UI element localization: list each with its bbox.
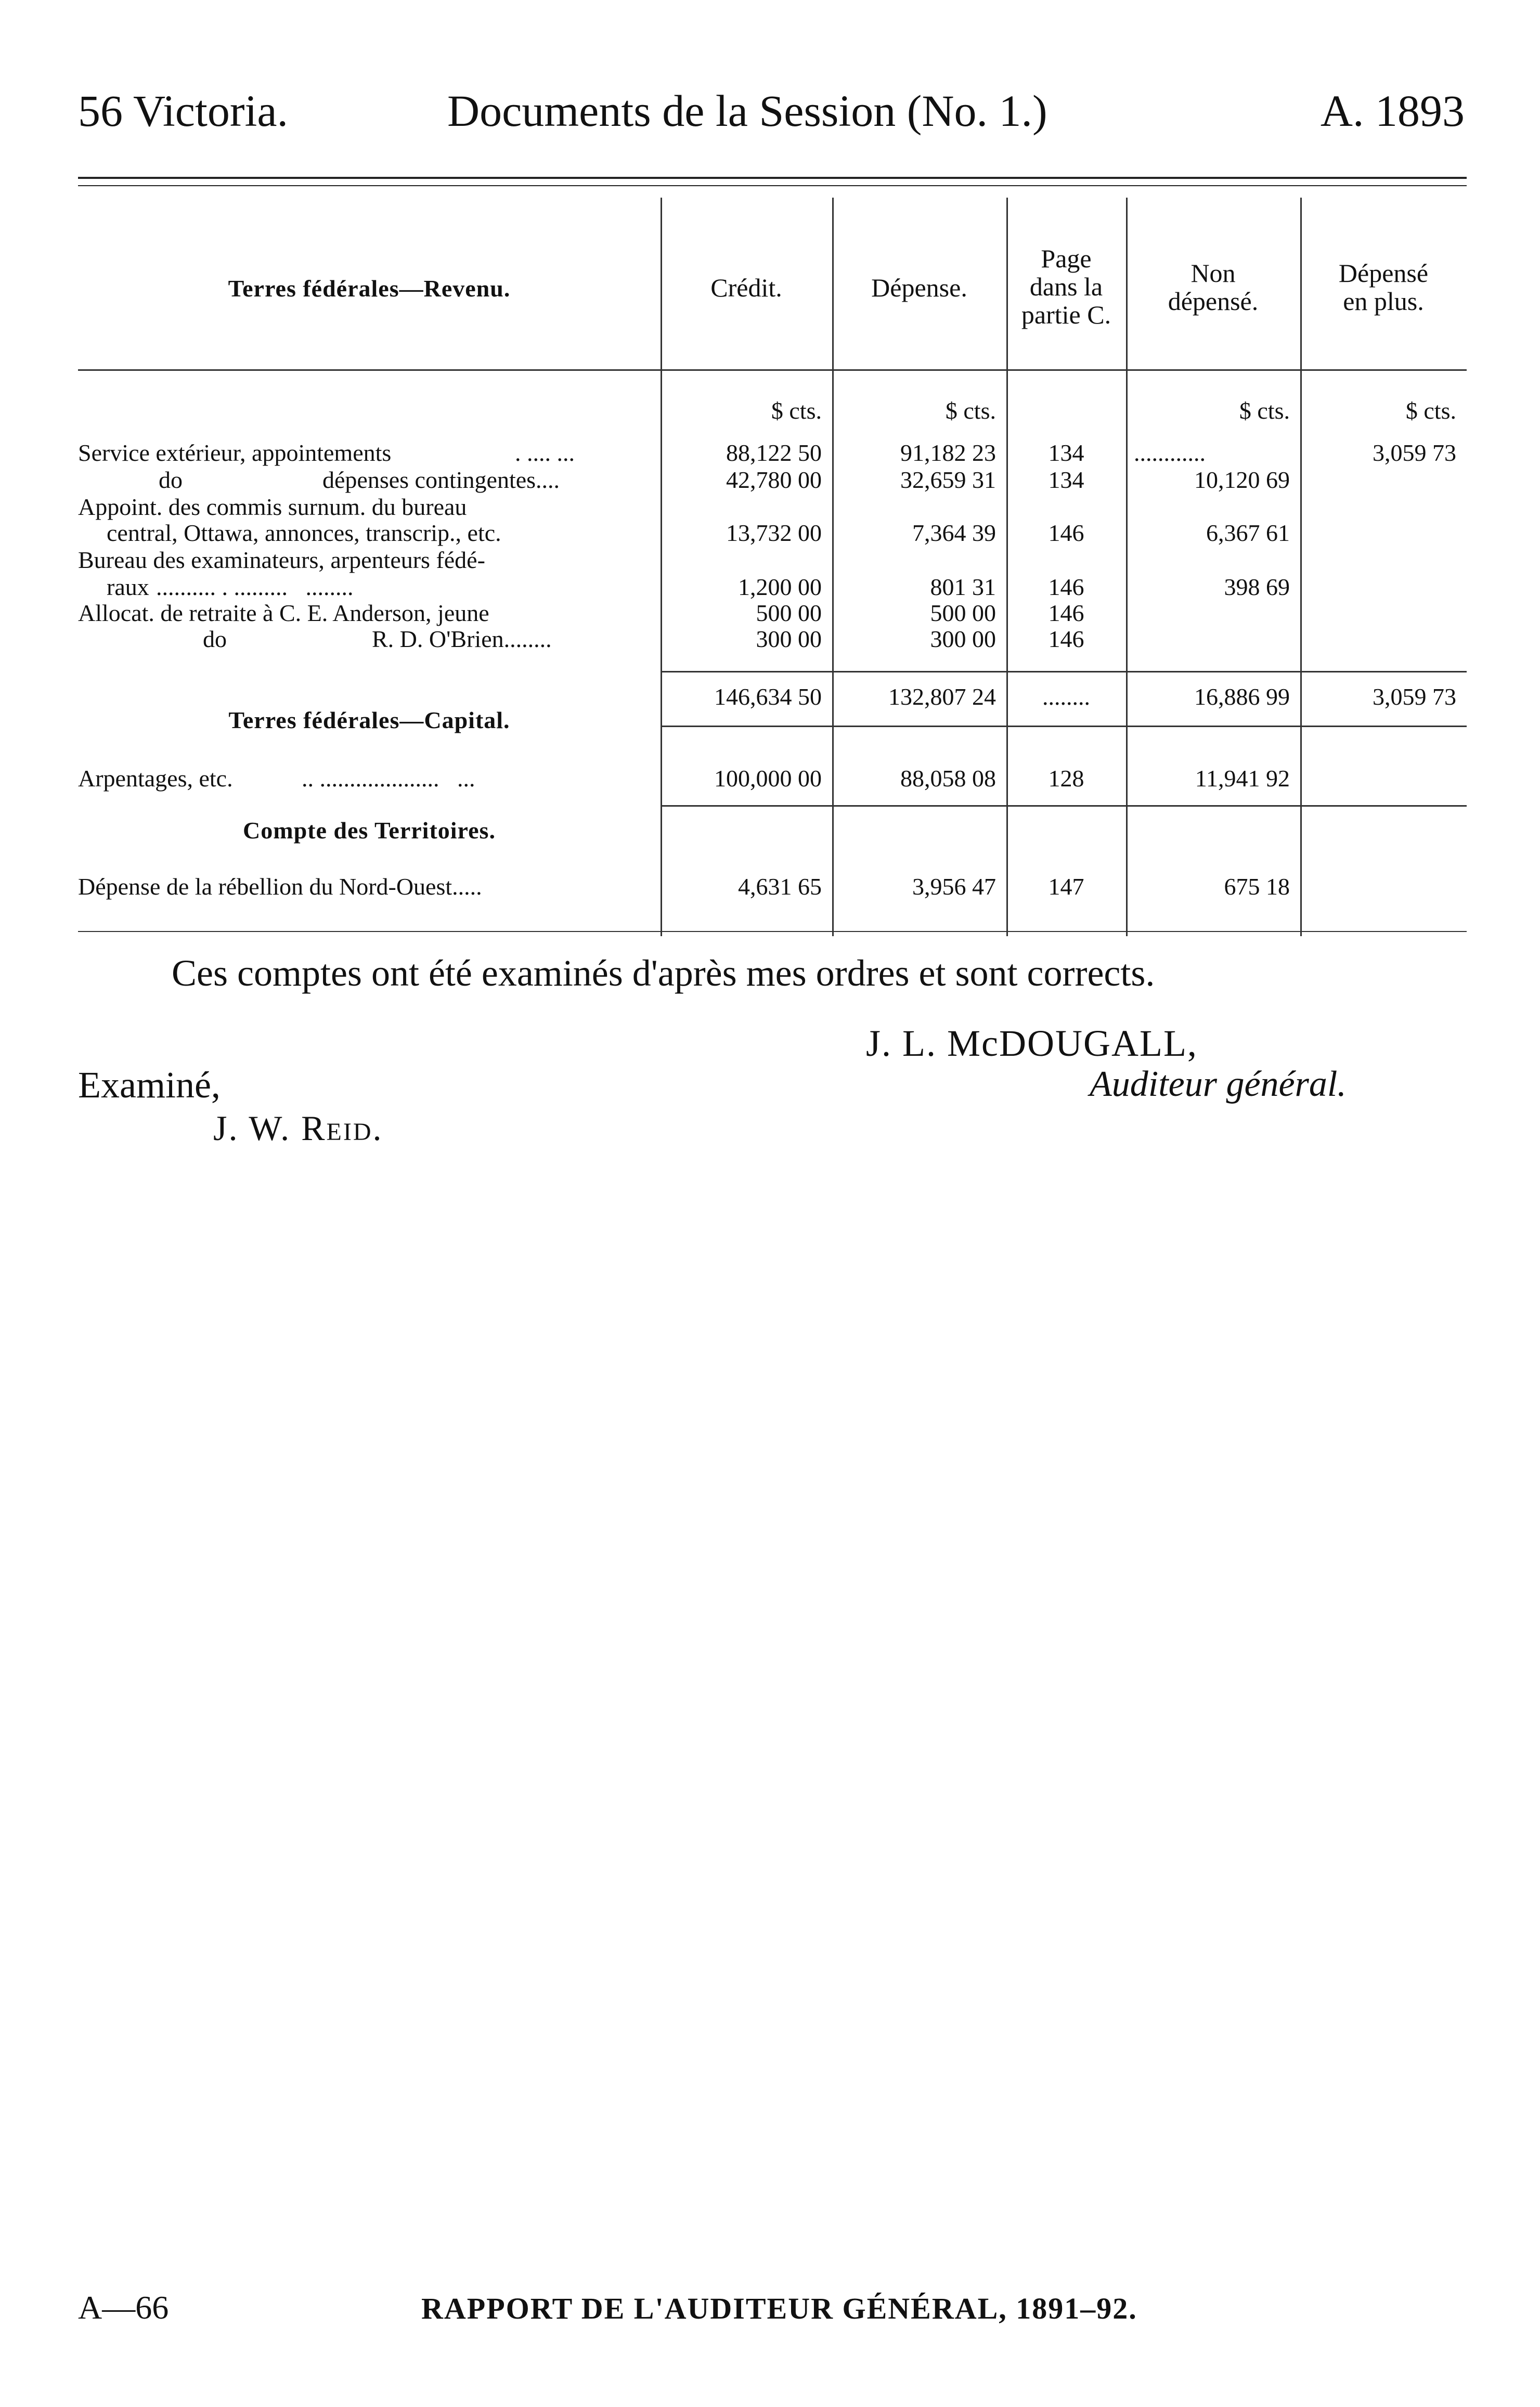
row-depense: 801 31 bbox=[930, 574, 996, 600]
row-label: Dépense de la rébellion du Nord-Ouest..... bbox=[78, 873, 482, 900]
total-depense: 132,807 24 bbox=[888, 683, 996, 710]
examined-label: Examiné, bbox=[78, 1064, 221, 1106]
row-leader-dots: .. .................... ... bbox=[302, 765, 475, 792]
top-rule bbox=[78, 177, 1467, 179]
row-page: 146 bbox=[1048, 520, 1084, 546]
row-non: 6,367 61 bbox=[1206, 520, 1290, 546]
section-revenue-title: Terres fédérales—Revenu. bbox=[228, 275, 511, 302]
row-page: 134 bbox=[1048, 467, 1084, 493]
row-ditto: do bbox=[159, 467, 183, 493]
row-label: dépenses contingentes.... bbox=[322, 467, 560, 493]
col-divider-depense bbox=[832, 198, 834, 936]
table-bottom-rule bbox=[78, 931, 1467, 932]
row-depense: 300 00 bbox=[930, 626, 996, 652]
row-depense: 91,182 23 bbox=[900, 439, 996, 466]
row-plus: 3,059 73 bbox=[1373, 439, 1456, 466]
row-non: 11,941 92 bbox=[1195, 765, 1290, 792]
row-non-dots: ............ bbox=[1134, 439, 1206, 466]
row-leader-dots: . .... ... bbox=[515, 439, 575, 466]
examiner-name: J. W. Reid. bbox=[213, 1108, 383, 1148]
col-header-page-line1: Page bbox=[1041, 244, 1092, 273]
row-credit: 1,200 00 bbox=[738, 574, 822, 600]
row-page: 147 bbox=[1048, 873, 1084, 900]
total-plus: 3,059 73 bbox=[1373, 683, 1456, 710]
total-rule-top bbox=[661, 671, 1467, 672]
header-rule bbox=[78, 369, 1467, 371]
total-page: ........ bbox=[1042, 683, 1090, 710]
row-label: Arpentages, etc. bbox=[78, 765, 233, 792]
row-non: 10,120 69 bbox=[1194, 467, 1290, 493]
capital-rule-bottom bbox=[661, 805, 1467, 807]
row-label: R. D. O'Brien........ bbox=[372, 626, 552, 652]
total-credit: 146,634 50 bbox=[714, 683, 822, 710]
row-credit: 500 00 bbox=[756, 600, 822, 626]
unit-plus: $ cts. bbox=[1405, 397, 1456, 424]
row-non: 675 18 bbox=[1224, 873, 1290, 900]
row-depense: 3,956 47 bbox=[912, 873, 996, 900]
header-right: A. 1893 bbox=[1320, 86, 1465, 136]
row-credit: 42,780 00 bbox=[726, 467, 822, 493]
row-label: Service extérieur, appointements bbox=[78, 439, 392, 466]
signer-name: J. L. McDOUGALL, bbox=[866, 1023, 1198, 1064]
unit-depense: $ cts. bbox=[945, 397, 996, 424]
total-non: 16,886 99 bbox=[1194, 683, 1290, 710]
section-capital-title: Terres fédérales—Capital. bbox=[228, 707, 510, 733]
row-depense: 32,659 31 bbox=[900, 467, 996, 493]
total-rule-bottom bbox=[661, 726, 1467, 727]
top-rule-thin bbox=[78, 185, 1467, 186]
row-label-cont: raux bbox=[107, 574, 149, 600]
row-credit: 100,000 00 bbox=[714, 765, 822, 792]
col-header-non bbox=[1126, 259, 1300, 315]
col-header-page-line2: dans la bbox=[1029, 272, 1103, 301]
row-label: Allocat. de retraite à C. E. Anderson, jeune bbox=[78, 600, 489, 626]
section-territoires-title: Compte des Territoires. bbox=[243, 817, 496, 844]
col-header-depense: Dépense. bbox=[871, 273, 967, 302]
row-page: 146 bbox=[1048, 574, 1084, 600]
col-header-credit: Crédit. bbox=[710, 273, 782, 302]
row-label-cont: central, Ottawa, annonces, transcrip., etc. bbox=[107, 520, 501, 546]
col-header-plus-line1: Dépensé bbox=[1338, 258, 1429, 288]
row-page: 134 bbox=[1048, 439, 1084, 466]
row-non: 398 69 bbox=[1224, 574, 1290, 600]
col-header-page bbox=[1006, 244, 1126, 329]
row-depense: 88,058 08 bbox=[900, 765, 996, 792]
row-depense: 7,364 39 bbox=[912, 520, 996, 546]
row-credit: 4,631 65 bbox=[738, 873, 822, 900]
row-page: 146 bbox=[1048, 626, 1084, 652]
row-depense: 500 00 bbox=[930, 600, 996, 626]
row-label: Appoint. des commis surnum. du bureau bbox=[78, 494, 467, 520]
certification-statement: Ces comptes ont été examinés d'après mes ordres et sont corrects. bbox=[172, 952, 1155, 994]
row-page: 146 bbox=[1048, 600, 1084, 626]
signer-title: Auditeur général. bbox=[1090, 1064, 1347, 1104]
footer-title: RAPPORT DE L'AUDITEUR GÉNÉRAL, 1891–92. bbox=[421, 2292, 1137, 2325]
col-divider-credit bbox=[661, 198, 662, 936]
col-header-non-line2: dépensé. bbox=[1168, 287, 1259, 316]
row-credit: 13,732 00 bbox=[726, 520, 822, 546]
unit-non: $ cts. bbox=[1239, 397, 1290, 424]
header-left: 56 Victoria. bbox=[78, 86, 289, 136]
row-label: Bureau des examinateurs, arpenteurs fédé- bbox=[78, 547, 485, 573]
row-credit: 300 00 bbox=[756, 626, 822, 652]
row-ditto: do bbox=[203, 626, 227, 652]
row-leader-dots: .......... . ......... ........ bbox=[156, 574, 354, 600]
footer-page-number: A—66 bbox=[78, 2289, 169, 2326]
row-credit: 88,122 50 bbox=[726, 439, 822, 466]
col-header-plus-line2: en plus. bbox=[1343, 287, 1424, 316]
col-header-page-line3: partie C. bbox=[1021, 300, 1111, 329]
header-center: Documents de la Session (No. 1.) bbox=[447, 86, 1047, 136]
unit-credit: $ cts. bbox=[771, 397, 822, 424]
row-page: 128 bbox=[1048, 765, 1084, 792]
col-header-plus bbox=[1300, 259, 1467, 315]
col-header-non-line1: Non bbox=[1190, 258, 1236, 288]
